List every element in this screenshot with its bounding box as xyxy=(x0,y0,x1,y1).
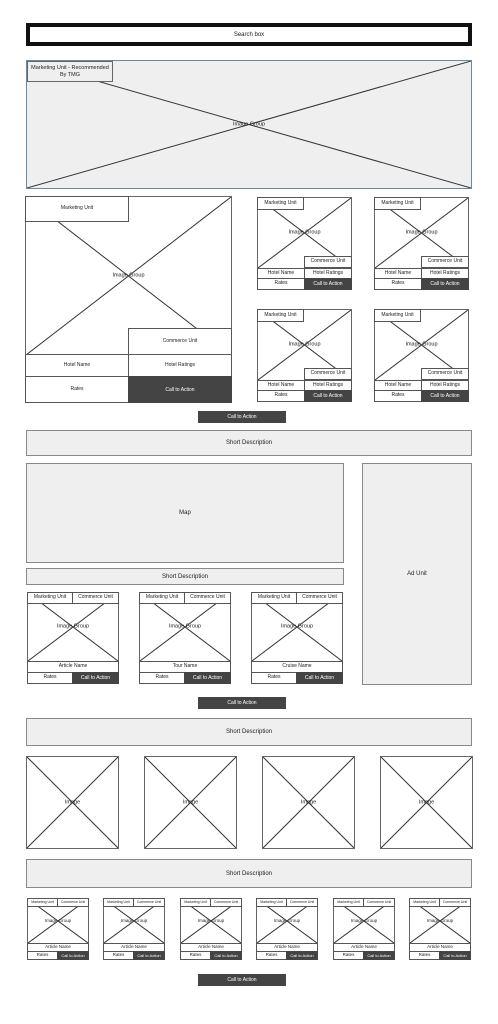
short-description: Short Description xyxy=(26,430,472,456)
image-tile-label: Image xyxy=(418,798,435,805)
article-commerce: Commerce Unit xyxy=(210,898,242,907)
hotel-small-ratings: Hotel Ratings xyxy=(421,380,469,391)
article-rates: Rates xyxy=(409,951,440,960)
hotel-large-ratings: Hotel Ratings xyxy=(128,354,232,377)
search-input[interactable] xyxy=(26,23,472,46)
article-marketing: Marketing Unit xyxy=(27,898,58,907)
hotel-small-image-label: Image Group xyxy=(405,229,438,236)
short-description: Short Description xyxy=(26,718,472,746)
article-name: Article Name xyxy=(333,943,395,952)
hotel-large-image-label: Image Group xyxy=(112,272,145,279)
article-image-label: Image Group xyxy=(120,917,148,923)
hero-marketing-label: Marketing Unit - Recommended By TMG xyxy=(31,65,109,78)
image-tile[interactable] xyxy=(144,756,237,849)
article-card[interactable] xyxy=(103,898,165,960)
hotel-card-small[interactable] xyxy=(257,197,352,290)
item-rates: Rates xyxy=(139,672,185,684)
item-commerce: Commerce Unit xyxy=(184,592,231,604)
item-marketing: Marketing Unit xyxy=(139,592,185,604)
article-card[interactable] xyxy=(27,898,89,960)
item-card[interactable] xyxy=(139,592,231,684)
article-commerce: Commerce Unit xyxy=(363,898,395,907)
article-card[interactable] xyxy=(333,898,395,960)
item-cta[interactable]: Call to Action xyxy=(184,672,231,684)
article-rates: Rates xyxy=(27,951,58,960)
search-box-label: Search box xyxy=(233,31,265,38)
image-tile-label: Image xyxy=(182,798,199,805)
hero-image-label: Image Group xyxy=(232,120,266,127)
hotel-small-name: Hotel Name xyxy=(257,268,305,279)
item-image-label: Image Group xyxy=(280,623,314,630)
hotel-small-commerce: Commerce Unit xyxy=(304,256,352,268)
item-rates: Rates xyxy=(27,672,73,684)
article-name: Article Name xyxy=(256,943,318,952)
article-commerce: Commerce Unit xyxy=(439,898,471,907)
item-marketing: Marketing Unit xyxy=(27,592,73,604)
article-rates: Rates xyxy=(333,951,364,960)
item-name: Article Name xyxy=(27,661,119,673)
item-cta[interactable]: Call to Action xyxy=(296,672,343,684)
image-tile-label: Image xyxy=(64,798,81,805)
article-image-label: Image Group xyxy=(273,917,301,923)
article-commerce: Commerce Unit xyxy=(286,898,318,907)
image-tile[interactable] xyxy=(26,756,119,849)
hotel-small-rates: Rates xyxy=(374,390,422,402)
hotel-large-marketing: Marketing Unit xyxy=(25,196,129,222)
hotel-large-name: Hotel Name xyxy=(25,354,129,377)
articles-cta-button[interactable]: Call to Action xyxy=(198,974,286,986)
item-commerce: Commerce Unit xyxy=(72,592,119,604)
items-cta-button[interactable]: Call to Action xyxy=(198,697,286,709)
article-image-label: Image Group xyxy=(426,917,454,923)
article-name: Article Name xyxy=(103,943,165,952)
hotel-small-image-label: Image Group xyxy=(288,229,321,236)
article-commerce: Commerce Unit xyxy=(133,898,165,907)
hotel-card-large[interactable] xyxy=(25,196,232,403)
item-marketing: Marketing Unit xyxy=(251,592,297,604)
hotel-card-small[interactable] xyxy=(374,197,469,290)
article-marketing: Marketing Unit xyxy=(409,898,440,907)
hotel-small-name: Hotel Name xyxy=(374,268,422,279)
hotel-large-cta[interactable]: Call to Action xyxy=(128,376,232,403)
article-cta[interactable]: Call to Action xyxy=(57,951,89,960)
article-image-label: Image Group xyxy=(350,917,378,923)
hotel-small-cta[interactable]: Call to Action xyxy=(421,390,469,402)
article-name: Article Name xyxy=(180,943,242,952)
article-marketing: Marketing Unit xyxy=(180,898,211,907)
hotel-small-commerce: Commerce Unit xyxy=(304,368,352,380)
hotel-small-marketing: Marketing Unit xyxy=(374,197,421,210)
article-commerce: Commerce Unit xyxy=(57,898,89,907)
hotel-small-rates: Rates xyxy=(374,278,422,290)
image-tile[interactable] xyxy=(380,756,473,849)
article-marketing: Marketing Unit xyxy=(333,898,364,907)
item-image-label: Image Group xyxy=(168,623,202,630)
hero-marketing-unit[interactable] xyxy=(27,61,113,82)
article-marketing: Marketing Unit xyxy=(256,898,287,907)
image-tile[interactable] xyxy=(262,756,355,849)
hotel-small-commerce: Commerce Unit xyxy=(421,368,469,380)
hotel-small-cta[interactable]: Call to Action xyxy=(304,278,352,290)
hotel-card-small[interactable] xyxy=(374,309,469,402)
hotel-small-cta[interactable]: Call to Action xyxy=(421,278,469,290)
article-card[interactable] xyxy=(409,898,471,960)
hotel-small-rates: Rates xyxy=(257,390,305,402)
article-rates: Rates xyxy=(103,951,134,960)
image-tile-label: Image xyxy=(300,798,317,805)
article-cta[interactable]: Call to Action xyxy=(439,951,471,960)
hotel-card-small[interactable] xyxy=(257,309,352,402)
article-image-label: Image Group xyxy=(44,917,72,923)
item-image-label: Image Group xyxy=(56,623,90,630)
hotel-small-rates: Rates xyxy=(257,278,305,290)
article-cta[interactable]: Call to Action xyxy=(363,951,395,960)
item-name: Tour Name xyxy=(139,661,231,673)
hotel-small-name: Hotel Name xyxy=(257,380,305,391)
hotel-small-marketing: Marketing Unit xyxy=(257,309,304,322)
short-description: Short Description xyxy=(26,568,344,585)
hotel-small-ratings: Hotel Ratings xyxy=(304,268,352,279)
article-name: Article Name xyxy=(27,943,89,952)
article-rates: Rates xyxy=(256,951,287,960)
hotel-small-commerce: Commerce Unit xyxy=(421,256,469,268)
item-commerce: Commerce Unit xyxy=(296,592,343,604)
hotels-cta-button[interactable]: Call to Action xyxy=(198,411,286,423)
ad-unit[interactable]: Ad Unit xyxy=(362,463,472,685)
hotel-small-cta[interactable]: Call to Action xyxy=(304,390,352,402)
hotel-small-marketing: Marketing Unit xyxy=(374,309,421,322)
item-cta[interactable]: Call to Action xyxy=(72,672,119,684)
hotel-small-ratings: Hotel Ratings xyxy=(421,268,469,279)
article-cta[interactable]: Call to Action xyxy=(286,951,318,960)
map[interactable]: Map xyxy=(26,463,344,563)
article-rates: Rates xyxy=(180,951,211,960)
article-card[interactable] xyxy=(256,898,318,960)
article-name: Article Name xyxy=(409,943,471,952)
article-marketing: Marketing Unit xyxy=(103,898,134,907)
hotel-small-image-label: Image Group xyxy=(405,341,438,348)
item-card[interactable] xyxy=(251,592,343,684)
hotel-small-marketing: Marketing Unit xyxy=(257,197,304,210)
article-image-label: Image Group xyxy=(197,917,225,923)
short-description: Short Description xyxy=(26,859,472,888)
item-card[interactable] xyxy=(27,592,119,684)
hotel-large-rates: Rates xyxy=(25,376,129,403)
hotel-large-commerce: Commerce Unit xyxy=(128,328,232,355)
article-cta[interactable]: Call to Action xyxy=(133,951,165,960)
article-card[interactable] xyxy=(180,898,242,960)
hotel-small-image-label: Image Group xyxy=(288,341,321,348)
item-rates: Rates xyxy=(251,672,297,684)
article-cta[interactable]: Call to Action xyxy=(210,951,242,960)
hotel-small-ratings: Hotel Ratings xyxy=(304,380,352,391)
item-name: Cruise Name xyxy=(251,661,343,673)
hotel-small-name: Hotel Name xyxy=(374,380,422,391)
